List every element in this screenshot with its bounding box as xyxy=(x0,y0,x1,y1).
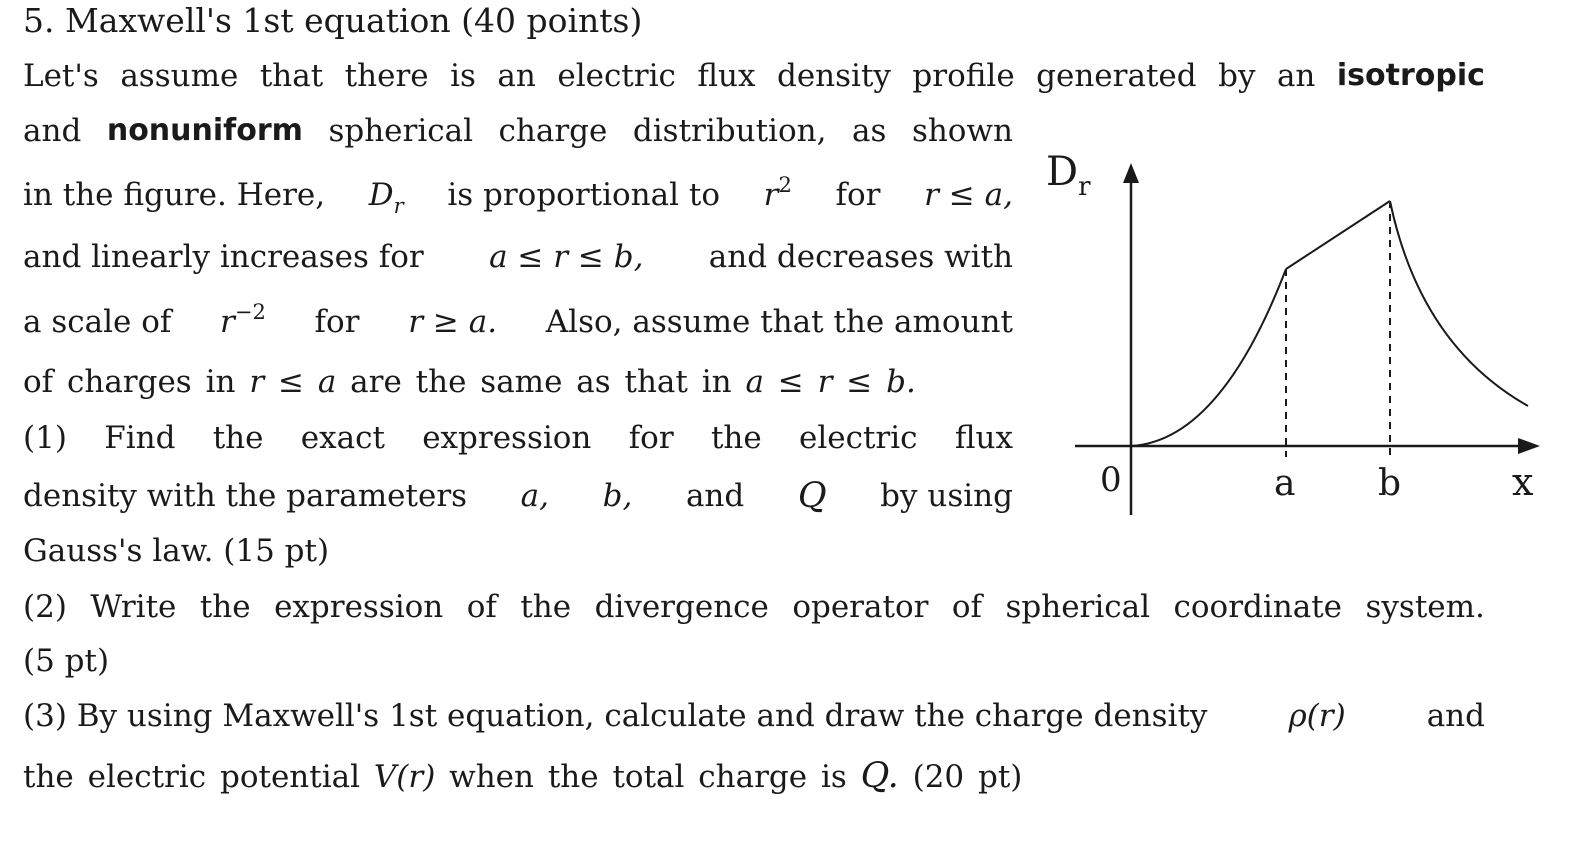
tick-label-b: b xyxy=(1378,463,1402,504)
word: Find xyxy=(104,420,176,456)
question-1-line-2 xyxy=(23,476,1013,516)
intro-line-4 xyxy=(23,237,1013,277)
math-symbol: D xyxy=(368,177,394,213)
math-condition: r ≥ a. xyxy=(408,304,498,340)
math-param-a: a, xyxy=(520,478,550,514)
word: expression xyxy=(422,420,592,456)
text-segment: a scale of xyxy=(23,304,172,340)
word: of xyxy=(466,589,497,625)
question-3-line-2 xyxy=(23,756,1022,797)
word: profile xyxy=(912,58,1015,94)
word: there xyxy=(344,58,429,94)
word: generated xyxy=(1036,58,1197,94)
question-1-line-1 xyxy=(23,418,1013,458)
math-subscript: r xyxy=(393,194,404,218)
word: an xyxy=(1276,58,1316,94)
math-potential: V(r) xyxy=(373,759,436,795)
emphasis-isotropic: isotropic xyxy=(1336,58,1485,93)
flux-density-profile-figure xyxy=(1040,135,1560,535)
y-axis-arrowhead xyxy=(1123,163,1139,183)
curve-segment-inverse-square xyxy=(1390,201,1528,406)
math-symbol: r xyxy=(763,177,779,213)
word: the xyxy=(520,589,572,625)
question-3-line-1 xyxy=(23,696,1485,736)
word: and xyxy=(23,113,82,149)
text-segment: for xyxy=(835,177,881,213)
intro-line-6 xyxy=(23,362,916,402)
word: shown xyxy=(911,113,1013,149)
word: expression xyxy=(274,589,444,625)
word: the xyxy=(199,589,251,625)
word: as xyxy=(852,113,887,149)
word: and xyxy=(1426,698,1485,734)
curve-segment-r-squared xyxy=(1131,269,1286,446)
word: electric xyxy=(557,58,676,94)
word: spherical xyxy=(328,113,473,149)
math-D-r xyxy=(368,175,404,218)
intro-line-1 xyxy=(23,56,1485,96)
word: of xyxy=(951,589,983,625)
math-condition: a ≤ r ≤ b, xyxy=(489,239,644,275)
math-superscript: 2 xyxy=(778,173,792,197)
math-charge-density: ρ(r) xyxy=(1288,698,1346,734)
math-param-b: b, xyxy=(602,478,633,514)
text-segment: and linearly increases for xyxy=(23,239,424,275)
word: is xyxy=(450,58,476,94)
word: (1) xyxy=(23,420,67,456)
math-superscript: −2 xyxy=(234,300,266,324)
word: system. xyxy=(1365,589,1485,625)
tick-label-a: a xyxy=(1274,463,1296,504)
text-segment: is proportional to xyxy=(447,177,721,213)
text-segment: by using xyxy=(880,478,1013,514)
math-condition: a ≤ r ≤ b. xyxy=(745,364,916,400)
word: the xyxy=(212,420,264,456)
word: distribution, xyxy=(632,113,827,149)
question-2-line-2: (5 pt) xyxy=(23,643,110,679)
y-axis-label: $D_r$ xyxy=(1046,149,1091,202)
question-2-line-1 xyxy=(23,587,1485,627)
word: density xyxy=(776,58,891,94)
word: the xyxy=(710,420,762,456)
word: divergence xyxy=(594,589,769,625)
word: Write xyxy=(90,589,177,625)
text-segment: density with the parameters xyxy=(23,478,468,514)
math-condition: r ≤ a, xyxy=(924,177,1013,213)
word: an xyxy=(497,58,536,94)
text-segment: in the figure. Here, xyxy=(23,177,326,213)
text-segment: the electric potential xyxy=(23,759,361,795)
word: assume xyxy=(120,58,239,94)
problem-title: 5. Maxwell's 1st equation (40 points) xyxy=(23,1,643,40)
word: spherical xyxy=(1005,589,1151,625)
x-axis-label: x xyxy=(1512,460,1534,504)
word: electric xyxy=(799,420,918,456)
math-r-squared xyxy=(764,175,792,215)
intro-line-5 xyxy=(23,302,1013,342)
word: (2) xyxy=(23,589,67,625)
word: charge xyxy=(498,113,608,149)
question-1-line-3: Gauss's law. (15 pt) xyxy=(23,533,330,569)
text-segment: and decreases with xyxy=(708,239,1013,275)
math-param-Q: Q xyxy=(797,476,827,516)
origin-label: 0 xyxy=(1100,460,1122,500)
text-segment: for xyxy=(314,304,360,340)
text-segment: are the same as that in xyxy=(350,364,732,400)
word: flux xyxy=(954,420,1013,456)
emphasis-nonuniform: nonuniform xyxy=(106,113,303,148)
word: that xyxy=(259,58,324,94)
text-segment: Also, assume that the amount xyxy=(545,304,1013,340)
word: for xyxy=(628,420,674,456)
word: flux xyxy=(697,58,756,94)
text-segment: of charges in xyxy=(23,364,236,400)
math-total-charge: Q. xyxy=(860,756,899,796)
word: coordinate xyxy=(1173,589,1343,625)
text-segment: (3) By using Maxwell's 1st equation, calculate and draw the charge density xyxy=(23,698,1208,734)
word: Let's xyxy=(23,58,99,94)
text-segment: (20 pt) xyxy=(912,759,1023,795)
text-segment: when the total charge is xyxy=(449,759,847,795)
x-axis-arrowhead xyxy=(1518,438,1540,454)
word: by xyxy=(1218,58,1256,94)
word: and xyxy=(685,478,745,514)
math-symbol: r xyxy=(220,304,235,340)
math-condition: r ≤ a xyxy=(249,364,337,400)
word: exact xyxy=(300,420,385,456)
curve-segment-linear xyxy=(1286,201,1390,269)
math-r-inverse-square xyxy=(220,302,266,342)
intro-line-2 xyxy=(23,111,1013,151)
word: operator xyxy=(792,589,929,625)
intro-line-3 xyxy=(23,173,1013,218)
